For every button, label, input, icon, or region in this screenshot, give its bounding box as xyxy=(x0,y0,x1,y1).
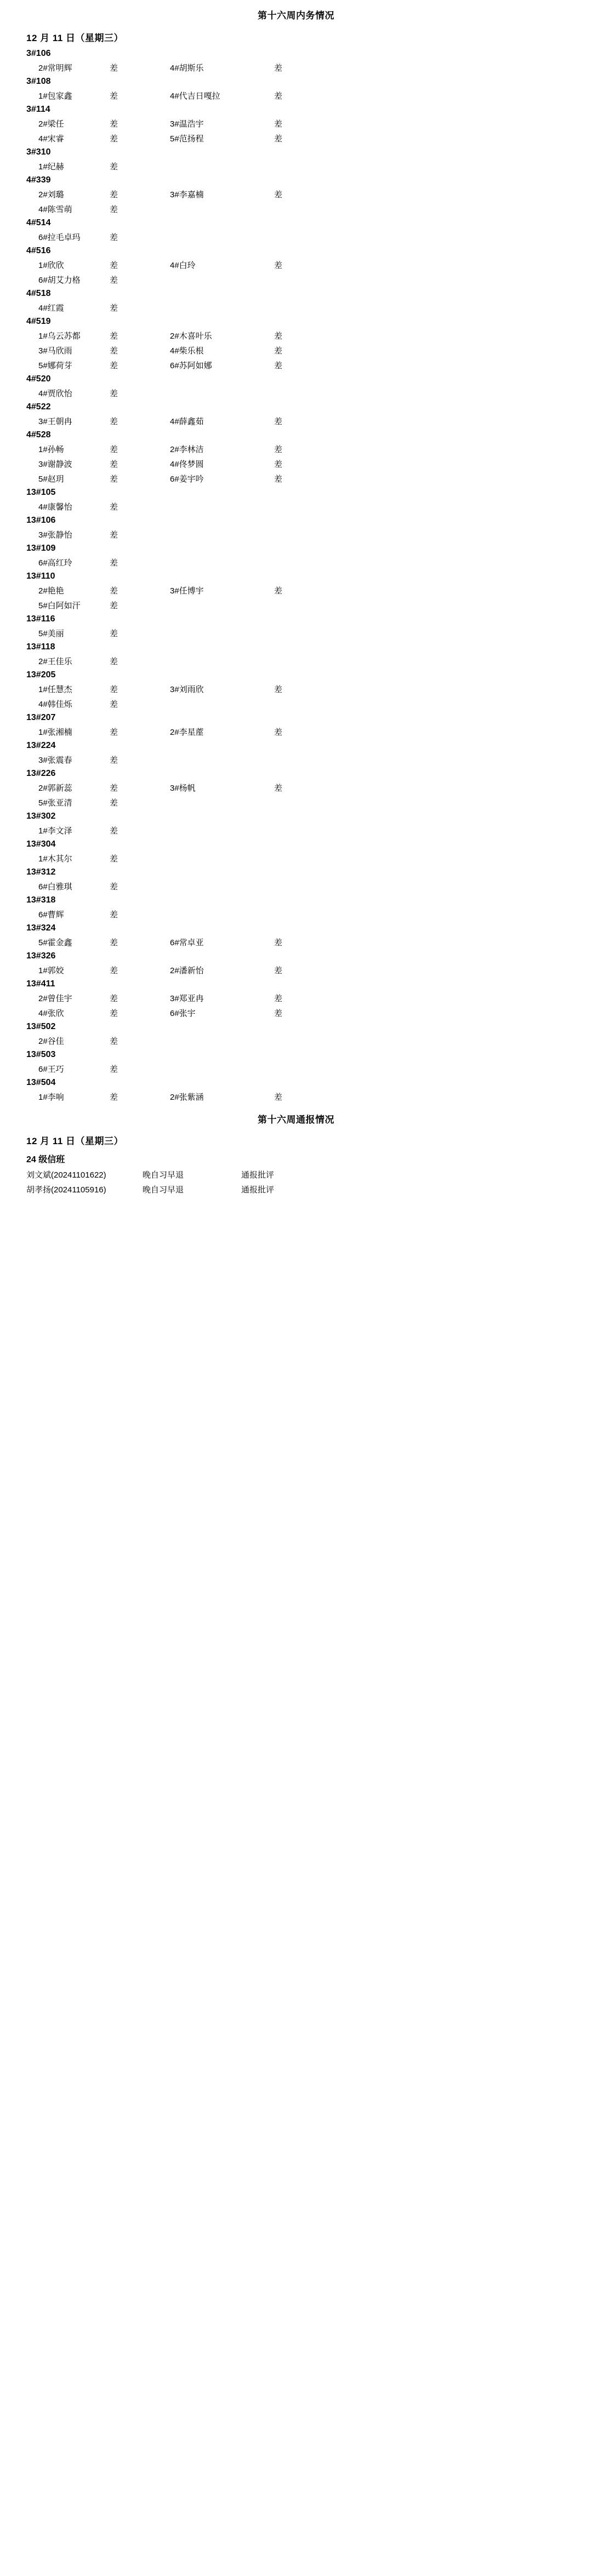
report-row xyxy=(0,1182,592,1197)
room-number: 13#109 xyxy=(26,544,56,553)
student-name-secondary: 6#张宇 xyxy=(170,1009,196,1018)
entry-row xyxy=(0,752,592,767)
student-name: 2#艳艳 xyxy=(38,586,64,596)
report-row xyxy=(0,1167,592,1182)
entry-row xyxy=(0,795,592,810)
entry-row xyxy=(0,456,592,471)
student-name: 6#拉毛卓玛 xyxy=(38,233,81,242)
student-name: 2#梁任 xyxy=(38,119,64,129)
student-name-secondary: 6#苏阿如娜 xyxy=(170,361,212,370)
room-number: 13#503 xyxy=(26,1050,56,1059)
student-name: 5#霍金鑫 xyxy=(38,938,72,947)
student-name: 1#欣欣 xyxy=(38,261,64,270)
student-mark: 差 xyxy=(110,558,118,568)
student-name-secondary: 3#刘雨欣 xyxy=(170,685,204,694)
student-mark: 差 xyxy=(110,756,118,765)
room-number: 3#114 xyxy=(26,105,50,114)
student-mark: 差 xyxy=(110,233,118,242)
student-mark: 差 xyxy=(110,1093,118,1102)
entry-row xyxy=(0,230,592,244)
student-name: 6#白雅琪 xyxy=(38,882,72,892)
entry-row xyxy=(0,583,592,598)
student-mark-secondary: 差 xyxy=(274,190,283,199)
student-name-secondary: 2#张紫涵 xyxy=(170,1093,204,1102)
student-name-secondary: 4#白玲 xyxy=(170,261,196,270)
student-mark: 差 xyxy=(110,1065,118,1074)
student-mark: 差 xyxy=(110,276,118,285)
student-name-secondary: 3#李嘉楠 xyxy=(170,190,204,199)
student-name-secondary: 4#佟梦圆 xyxy=(170,460,204,469)
student-mark: 差 xyxy=(110,798,118,808)
student-mark: 差 xyxy=(110,685,118,694)
entry-row xyxy=(0,300,592,315)
entry-row xyxy=(0,343,592,358)
entry-row xyxy=(0,116,592,131)
report-section-title: 第十六周通报情况 xyxy=(258,1115,334,1125)
student-name: 3#张震春 xyxy=(38,756,72,765)
student-mark-secondary: 差 xyxy=(274,994,283,1003)
student-name-secondary: 3#郑亚冉 xyxy=(170,994,204,1003)
entry-row xyxy=(0,724,592,739)
student-mark: 差 xyxy=(110,460,118,469)
student-mark: 差 xyxy=(110,346,118,356)
room-number: 13#502 xyxy=(26,1022,56,1031)
student-name: 2#郭新蕊 xyxy=(38,784,72,793)
student-name: 3#王朝冉 xyxy=(38,417,72,426)
student-mark: 差 xyxy=(110,92,118,101)
student-name: 1#包家鑫 xyxy=(38,92,72,101)
entry-row xyxy=(0,442,592,456)
entry-row xyxy=(0,386,592,401)
room-number: 13#118 xyxy=(26,642,55,652)
student-name: 5#张亚清 xyxy=(38,798,72,808)
entry-row xyxy=(0,780,592,795)
report-result: 通报批评 xyxy=(241,1185,275,1195)
student-name: 3#张静怡 xyxy=(38,530,72,540)
student-mark: 差 xyxy=(110,910,118,919)
entry-row xyxy=(0,131,592,146)
student-name-secondary: 2#木喜叶乐 xyxy=(170,332,212,341)
student-mark: 差 xyxy=(110,502,118,512)
student-mark-secondary: 差 xyxy=(274,261,283,270)
student-name-secondary: 3#杨帆 xyxy=(170,784,196,793)
student-name: 3#马欣雨 xyxy=(38,346,72,356)
student-mark-secondary: 差 xyxy=(274,1093,283,1102)
student-mark-secondary: 差 xyxy=(274,92,283,101)
room-number: 4#514 xyxy=(26,218,51,227)
student-mark-secondary: 差 xyxy=(274,1009,283,1018)
date-header: 12 月 11 日（星期三） xyxy=(26,33,124,43)
student-name: 4#韩佳烁 xyxy=(38,700,72,709)
student-name-secondary: 6#常卓亚 xyxy=(170,938,204,947)
student-name: 2#王佳乐 xyxy=(38,657,72,666)
student-mark: 差 xyxy=(110,475,118,484)
student-name: 5#娜荷芽 xyxy=(38,361,72,370)
student-name: 6#王巧 xyxy=(38,1065,64,1074)
student-mark-secondary: 差 xyxy=(274,64,283,73)
entry-row xyxy=(0,1006,592,1020)
student-mark: 差 xyxy=(110,938,118,947)
student-name: 3#谢静波 xyxy=(38,460,72,469)
room-number: 13#411 xyxy=(26,979,55,989)
student-name-secondary: 4#胡斯乐 xyxy=(170,64,204,73)
student-mark: 差 xyxy=(110,530,118,540)
student-mark: 差 xyxy=(110,657,118,666)
room-number: 13#318 xyxy=(26,895,56,905)
student-mark: 差 xyxy=(110,966,118,975)
page-title: 第十六周内务情况 xyxy=(258,10,334,21)
student-name: 1#李文泽 xyxy=(38,826,72,836)
entry-row xyxy=(0,682,592,696)
entry-row xyxy=(0,654,592,669)
student-name-secondary: 4#柴乐根 xyxy=(170,346,204,356)
student-mark: 差 xyxy=(110,784,118,793)
student-mark: 差 xyxy=(110,205,118,214)
student-name: 2#谷佳 xyxy=(38,1037,64,1046)
student-mark: 差 xyxy=(110,332,118,341)
student-name-secondary: 2#潘新怡 xyxy=(170,966,204,975)
student-name: 4#康馨怡 xyxy=(38,502,72,512)
entry-row xyxy=(0,991,592,1006)
student-name: 6#曹辉 xyxy=(38,910,64,919)
student-name-secondary: 4#薛鑫茹 xyxy=(170,417,204,426)
student-name: 1#孙畅 xyxy=(38,445,64,454)
student-name-secondary: 6#姜宇吟 xyxy=(170,475,204,484)
entry-row xyxy=(0,598,592,613)
student-name: 4#张欣 xyxy=(38,1009,64,1018)
room-number: 4#520 xyxy=(26,374,51,384)
entry-row xyxy=(0,851,592,866)
student-name: 4#红霞 xyxy=(38,304,64,313)
room-number: 13#116 xyxy=(26,614,55,624)
student-mark: 差 xyxy=(110,304,118,313)
room-number: 13#226 xyxy=(26,769,56,778)
entry-row xyxy=(0,626,592,641)
student-name: 2#刘璐 xyxy=(38,190,64,199)
student-mark: 差 xyxy=(110,64,118,73)
entry-row xyxy=(0,527,592,542)
student-name-secondary: 3#温浩宇 xyxy=(170,119,204,129)
student-mark: 差 xyxy=(110,134,118,144)
entry-row xyxy=(0,328,592,343)
entry-row xyxy=(0,555,592,570)
entry-row xyxy=(0,907,592,922)
report-result: 通报批评 xyxy=(241,1170,275,1180)
room-number: 13#304 xyxy=(26,839,56,849)
student-mark: 差 xyxy=(110,119,118,129)
student-mark-secondary: 差 xyxy=(274,586,283,596)
student-name: 4#宋睿 xyxy=(38,134,64,144)
student-mark: 差 xyxy=(110,882,118,892)
entry-row xyxy=(0,696,592,711)
report-student-name: 刘文斌(20241101622) xyxy=(26,1170,106,1180)
student-mark-secondary: 差 xyxy=(274,445,283,454)
report-class-label: 24 级信班 xyxy=(26,1155,65,1164)
student-name-secondary: 2#李星蓙 xyxy=(170,728,204,737)
student-name: 1#乌云苏都 xyxy=(38,332,81,341)
entry-row xyxy=(0,1089,592,1104)
student-mark: 差 xyxy=(110,586,118,596)
student-name-secondary: 4#代吉日嘎拉 xyxy=(170,92,220,101)
entry-row xyxy=(0,823,592,838)
student-name: 5#赵玥 xyxy=(38,475,64,484)
room-number: 3#310 xyxy=(26,147,51,157)
room-number: 4#522 xyxy=(26,402,51,412)
student-mark-secondary: 差 xyxy=(274,966,283,975)
student-mark: 差 xyxy=(110,700,118,709)
student-name: 4#贾欣怡 xyxy=(38,389,72,398)
student-mark-secondary: 差 xyxy=(274,417,283,426)
entry-row xyxy=(0,1061,592,1076)
student-name: 1#李响 xyxy=(38,1093,64,1102)
student-name-secondary: 5#范扬程 xyxy=(170,134,204,144)
room-number: 3#108 xyxy=(26,77,51,86)
student-mark-secondary: 差 xyxy=(274,332,283,341)
student-mark-secondary: 差 xyxy=(274,685,283,694)
student-mark: 差 xyxy=(110,1037,118,1046)
student-mark: 差 xyxy=(110,1009,118,1018)
student-mark-secondary: 差 xyxy=(274,134,283,144)
student-mark: 差 xyxy=(110,994,118,1003)
document-page xyxy=(0,0,592,1197)
entry-row xyxy=(0,60,592,75)
student-mark-secondary: 差 xyxy=(274,784,283,793)
student-mark-secondary: 差 xyxy=(274,361,283,370)
entry-row xyxy=(0,471,592,486)
student-mark: 差 xyxy=(110,629,118,638)
student-name: 1#木其尔 xyxy=(38,854,72,864)
room-number: 4#528 xyxy=(26,430,51,439)
student-name: 1#纪赫 xyxy=(38,162,64,172)
room-number: 13#110 xyxy=(26,572,55,581)
room-number: 13#207 xyxy=(26,713,56,722)
student-name: 1#郭姣 xyxy=(38,966,64,975)
entry-row xyxy=(0,187,592,202)
student-name: 5#美丽 xyxy=(38,629,64,638)
student-mark: 差 xyxy=(110,445,118,454)
entry-row xyxy=(0,879,592,894)
room-number: 4#518 xyxy=(26,289,51,298)
room-number: 13#326 xyxy=(26,951,56,961)
student-mark: 差 xyxy=(110,826,118,836)
room-number: 13#504 xyxy=(26,1078,56,1087)
room-list xyxy=(0,47,592,1104)
student-mark-secondary: 差 xyxy=(274,728,283,737)
room-number: 13#324 xyxy=(26,923,56,933)
room-number: 13#205 xyxy=(26,670,56,679)
student-mark: 差 xyxy=(110,361,118,370)
entry-row xyxy=(0,414,592,429)
room-number: 4#339 xyxy=(26,175,51,185)
entry-row xyxy=(0,202,592,216)
room-number: 4#519 xyxy=(26,317,51,326)
room-number: 4#516 xyxy=(26,246,51,255)
entry-row xyxy=(0,1033,592,1048)
room-number: 13#224 xyxy=(26,741,56,750)
room-number: 3#106 xyxy=(26,49,51,58)
report-reason: 晚自习早退 xyxy=(143,1185,184,1195)
room-number: 13#105 xyxy=(26,488,56,497)
entry-row xyxy=(0,258,592,272)
student-name: 5#白阿如汗 xyxy=(38,601,81,610)
entry-row xyxy=(0,88,592,103)
entry-row xyxy=(0,358,592,373)
student-name: 6#高红玲 xyxy=(38,558,72,568)
student-mark-secondary: 差 xyxy=(274,346,283,356)
student-mark: 差 xyxy=(110,389,118,398)
student-mark: 差 xyxy=(110,601,118,610)
entry-row xyxy=(0,935,592,950)
report-reason: 晚自习早退 xyxy=(143,1170,184,1180)
report-list xyxy=(0,1167,592,1197)
student-mark-secondary: 差 xyxy=(274,460,283,469)
student-name: 6#胡艾力格 xyxy=(38,276,81,285)
room-number: 13#106 xyxy=(26,516,56,525)
report-date-header: 12 月 11 日（星期三） xyxy=(26,1136,124,1146)
student-mark: 差 xyxy=(110,162,118,172)
student-mark-secondary: 差 xyxy=(274,119,283,129)
student-mark-secondary: 差 xyxy=(274,475,283,484)
student-name-secondary: 3#任博宇 xyxy=(170,586,204,596)
student-name: 1#张湘楠 xyxy=(38,728,72,737)
student-mark: 差 xyxy=(110,728,118,737)
student-mark: 差 xyxy=(110,854,118,864)
student-mark: 差 xyxy=(110,261,118,270)
entry-row xyxy=(0,272,592,287)
student-name: 2#常明辉 xyxy=(38,64,72,73)
student-mark: 差 xyxy=(110,417,118,426)
student-mark: 差 xyxy=(110,190,118,199)
student-name: 1#任慧杰 xyxy=(38,685,72,694)
entry-row xyxy=(0,159,592,174)
entry-row xyxy=(0,963,592,978)
report-student-name: 胡孝扬(20241105916) xyxy=(26,1185,106,1195)
student-mark-secondary: 差 xyxy=(274,938,283,947)
entry-row xyxy=(0,499,592,514)
room-number: 13#302 xyxy=(26,812,56,821)
student-name-secondary: 2#李林洁 xyxy=(170,445,204,454)
student-name: 2#曾佳宇 xyxy=(38,994,72,1003)
room-number: 13#312 xyxy=(26,867,56,877)
student-name: 4#陈雪萌 xyxy=(38,205,72,214)
